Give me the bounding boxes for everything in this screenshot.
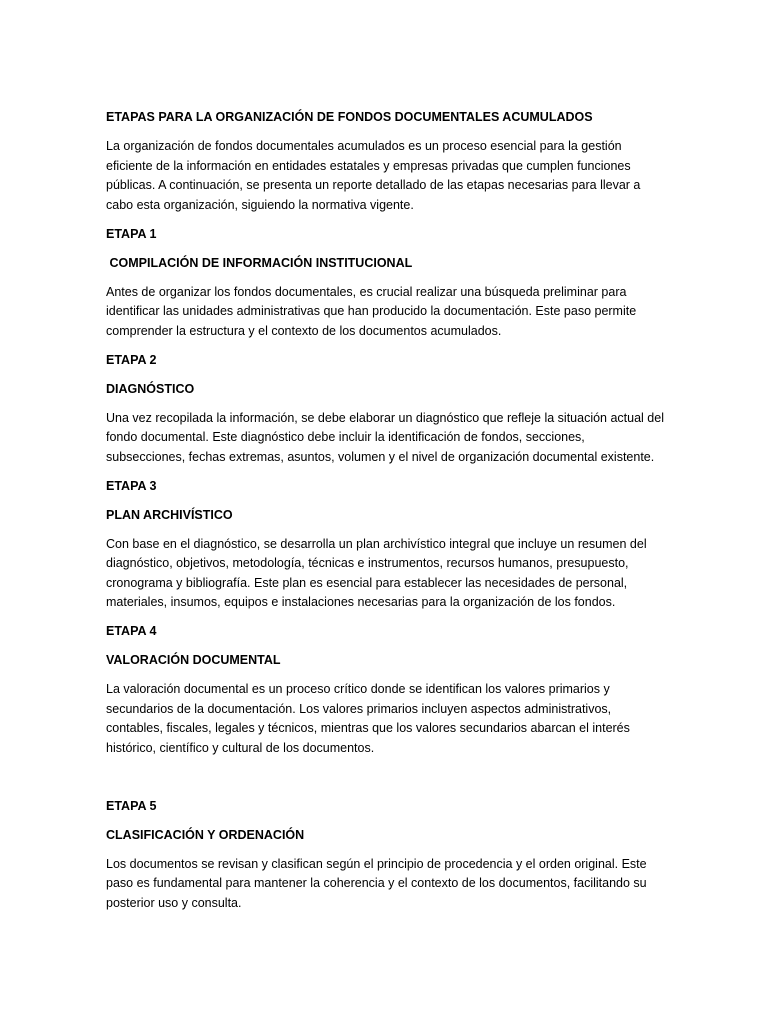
stage-4-text: La valoración documental es un proceso crítico donde se identifican los valores primarios y secundarios de la documentación. Los valores primarios incluyen aspectos administrativos, contables, fiscales, legales y técnicos, mientras que los valores secundarios abarcan el interés histórico, científico y cultural de los documentos. xyxy=(106,682,630,755)
stage-4-label: ETAPA 4 xyxy=(106,624,157,638)
stage-1-label: ETAPA 1 xyxy=(106,226,157,241)
stage-5-label: ETAPA 5 xyxy=(106,798,157,813)
section-spacer xyxy=(106,768,666,797)
stage-2-text: Una vez recopilada la información, se debe elaborar un diagnóstico que refleje la situación actual del fondo documental. Este diagnóstico debe incluir la identificación de fondos, secciones, subsecciones, fechas extremas, asuntos, volumen y el nivel de organización documental existente. xyxy=(106,410,664,464)
document-title: ETAPAS PARA LA ORGANIZACIÓN DE FONDOS DOCUMENTALES ACUMULADOS xyxy=(106,110,593,124)
stage-1-text: Antes de organizar los fondos documentales, es crucial realizar una búsqueda preliminar para identificar las unidades administrativas que han producido la documentación. Este paso permite comprender la estructura y el contexto de los documentos acumulados. xyxy=(106,284,637,338)
stage-3-label: ETAPA 3 xyxy=(106,478,157,493)
stage-1-title: COMPILACIÓN DE INFORMACIÓN INSTITUCIONAL xyxy=(106,255,413,270)
stage-3-text: Con base en el diagnóstico, se desarrolla un plan archivístico integral que incluye un resumen del diagnóstico, objetivos, metodología, técnicas e instrumentos, recursos humanos, presupuesto, cronograma y bibliografía. Este plan es esencial para establecer las necesidades de personal, materiales, insumos, equipos e instalaciones necesarias para la organización de los fondos. xyxy=(106,536,647,609)
intro-paragraph: La organización de fondos documentales acumulados es un proceso esencial para la gestión eficiente de la información en entidades estatales y empresas privadas que cumplen funciones públicas. A continuación, se presenta un reporte detallado de las etapas necesarias para llevar a cabo esta organización, siguiendo la normativa vigente. xyxy=(106,139,641,212)
stage-4-title: VALORACIÓN DOCUMENTAL xyxy=(106,653,281,667)
stage-5-text: Los documentos se revisan y clasifican según el principio de procedencia y el orden original. Este paso es fundamental para mantener la coherencia y el contexto de los documentos, facilitando su posterior uso y consulta. xyxy=(106,856,647,910)
document-content xyxy=(106,108,666,923)
stage-5-title: CLASIFICACIÓN Y ORDENACIÓN xyxy=(106,827,305,842)
stage-2-title: DIAGNÓSTICO xyxy=(106,381,195,396)
stage-3-title: PLAN ARCHIVÍSTICO xyxy=(106,507,233,522)
stage-2-label: ETAPA 2 xyxy=(106,352,157,367)
